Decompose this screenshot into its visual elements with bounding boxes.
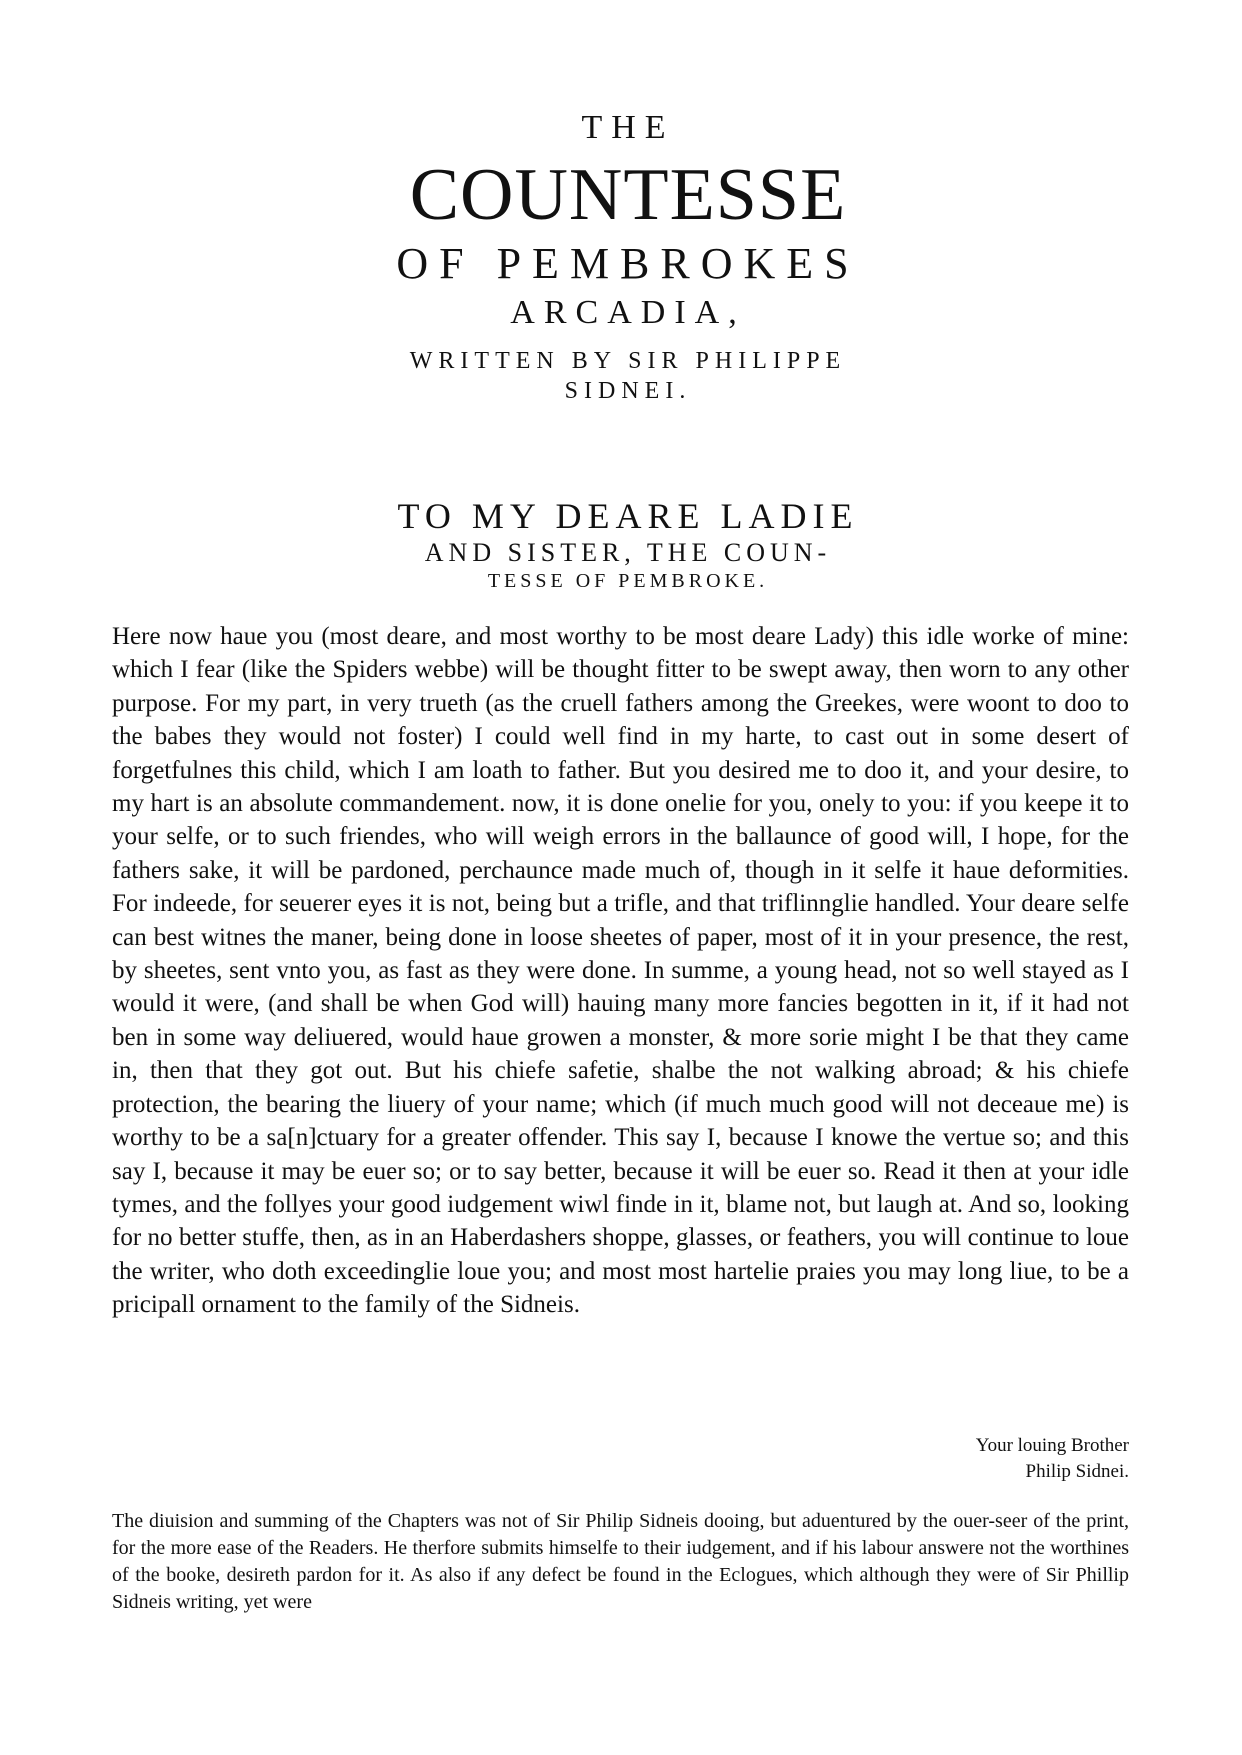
title-block [0, 108, 1242, 406]
printer-note: The diuision and summing of the Chapters was not of Sir Philip Sidneis dooing, but aduentured by the ouer-seer of the print, for the more ease of the Readers. He therfore submits himselfe to their iudgement, and if his labour answere not the worthines of the booke, desireth pardon for it. As also if any defect be found in the Eclogues, which although they were of Sir Phillip Sidneis writing, yet were [112, 1510, 1129, 1613]
dedication-line-3: TESSE OF PEMBROKE. [487, 570, 769, 592]
title-line-written-by: WRITTEN BY SIR PHILIPPE [409, 348, 847, 374]
dedication-heading [0, 496, 1242, 594]
signature-closing: Your louing Brother [975, 1435, 1129, 1456]
title-line-of-pembrokes: OF PEMBROKES [396, 239, 860, 288]
title-line-arcadia: ARCADIA, [510, 294, 746, 331]
dedication-line-2: AND SISTER, THE COUN- [424, 538, 832, 567]
letter-signature [729, 1433, 1129, 1485]
dedication-line-1: TO MY DEARE LADIE [397, 496, 859, 536]
title-line-sidnei: SIDNEI. [564, 378, 692, 404]
title-line-the: THE [581, 109, 675, 146]
dedication-letter-body: Here now haue you (most deare, and most worthy to be most deare Lady) this idle worke of mine: which I fear (like the Spiders webbe) will be thought fitter to be swept away, then worn to any other purpose. For my part, in very trueth (as the cruell fathers among the Greekes, were woont to doo to the babes they would not foster) I could well find in my harte, to cast out in some desert of forgetfulnes this child, which I am loath to father. But you desired me to doo it, and your desire, to my hart is an absolute commandement. now, it is done onelie for you, onely to you: if you keepe it to your selfe, or to such friendes, who will weigh errors in the ballaunce of good will, I hope, for the fathers sake, it will be pardoned, perchaunce made much of, though in it selfe it haue deformities. For indeede, for seuerer eyes it is not, being but a trifle, and that triflinnglie handled. Your deare selfe can best witnes the maner, being done in loose sheetes of paper, most of it in your presence, the rest, by sheetes, sent vnto you, as fast as they were done. In summe, a young head, not so well stayed as I would it were, (and shall be when God will) hauing many more fancies begotten in it, if it had not ben in some way deliuered, would haue growen a monster, & more sorie might I be that they came in, then that they got out. But his chiefe safetie, shalbe the not walking abroad; & his chiefe protection, the bearing the liuery of your name; which (if much much good will not deceaue me) is worthy to be a sa[n]ctuary for a greater offender. This say I, because I knowe the vertue so; and this say I, because it may be euer so; or to say better, because it will be euer so. Read it then at your idle tymes, and the follyes your good iudgement wiwl finde in it, blame not, but laugh at. And so, looking for no better stuffe, then, as in an Haberdashers shoppe, glasses, or feathers, you will continue to loue the writer, who doth exceedinglie loue you; and most most hartelie praies you may long liue, to be a pricipall ornament to the family of the Sidneis. [112, 623, 1129, 1319]
title-line-countesse: COUNTESSE [409, 154, 847, 236]
signature-name: Philip Sidnei. [1025, 1461, 1129, 1482]
